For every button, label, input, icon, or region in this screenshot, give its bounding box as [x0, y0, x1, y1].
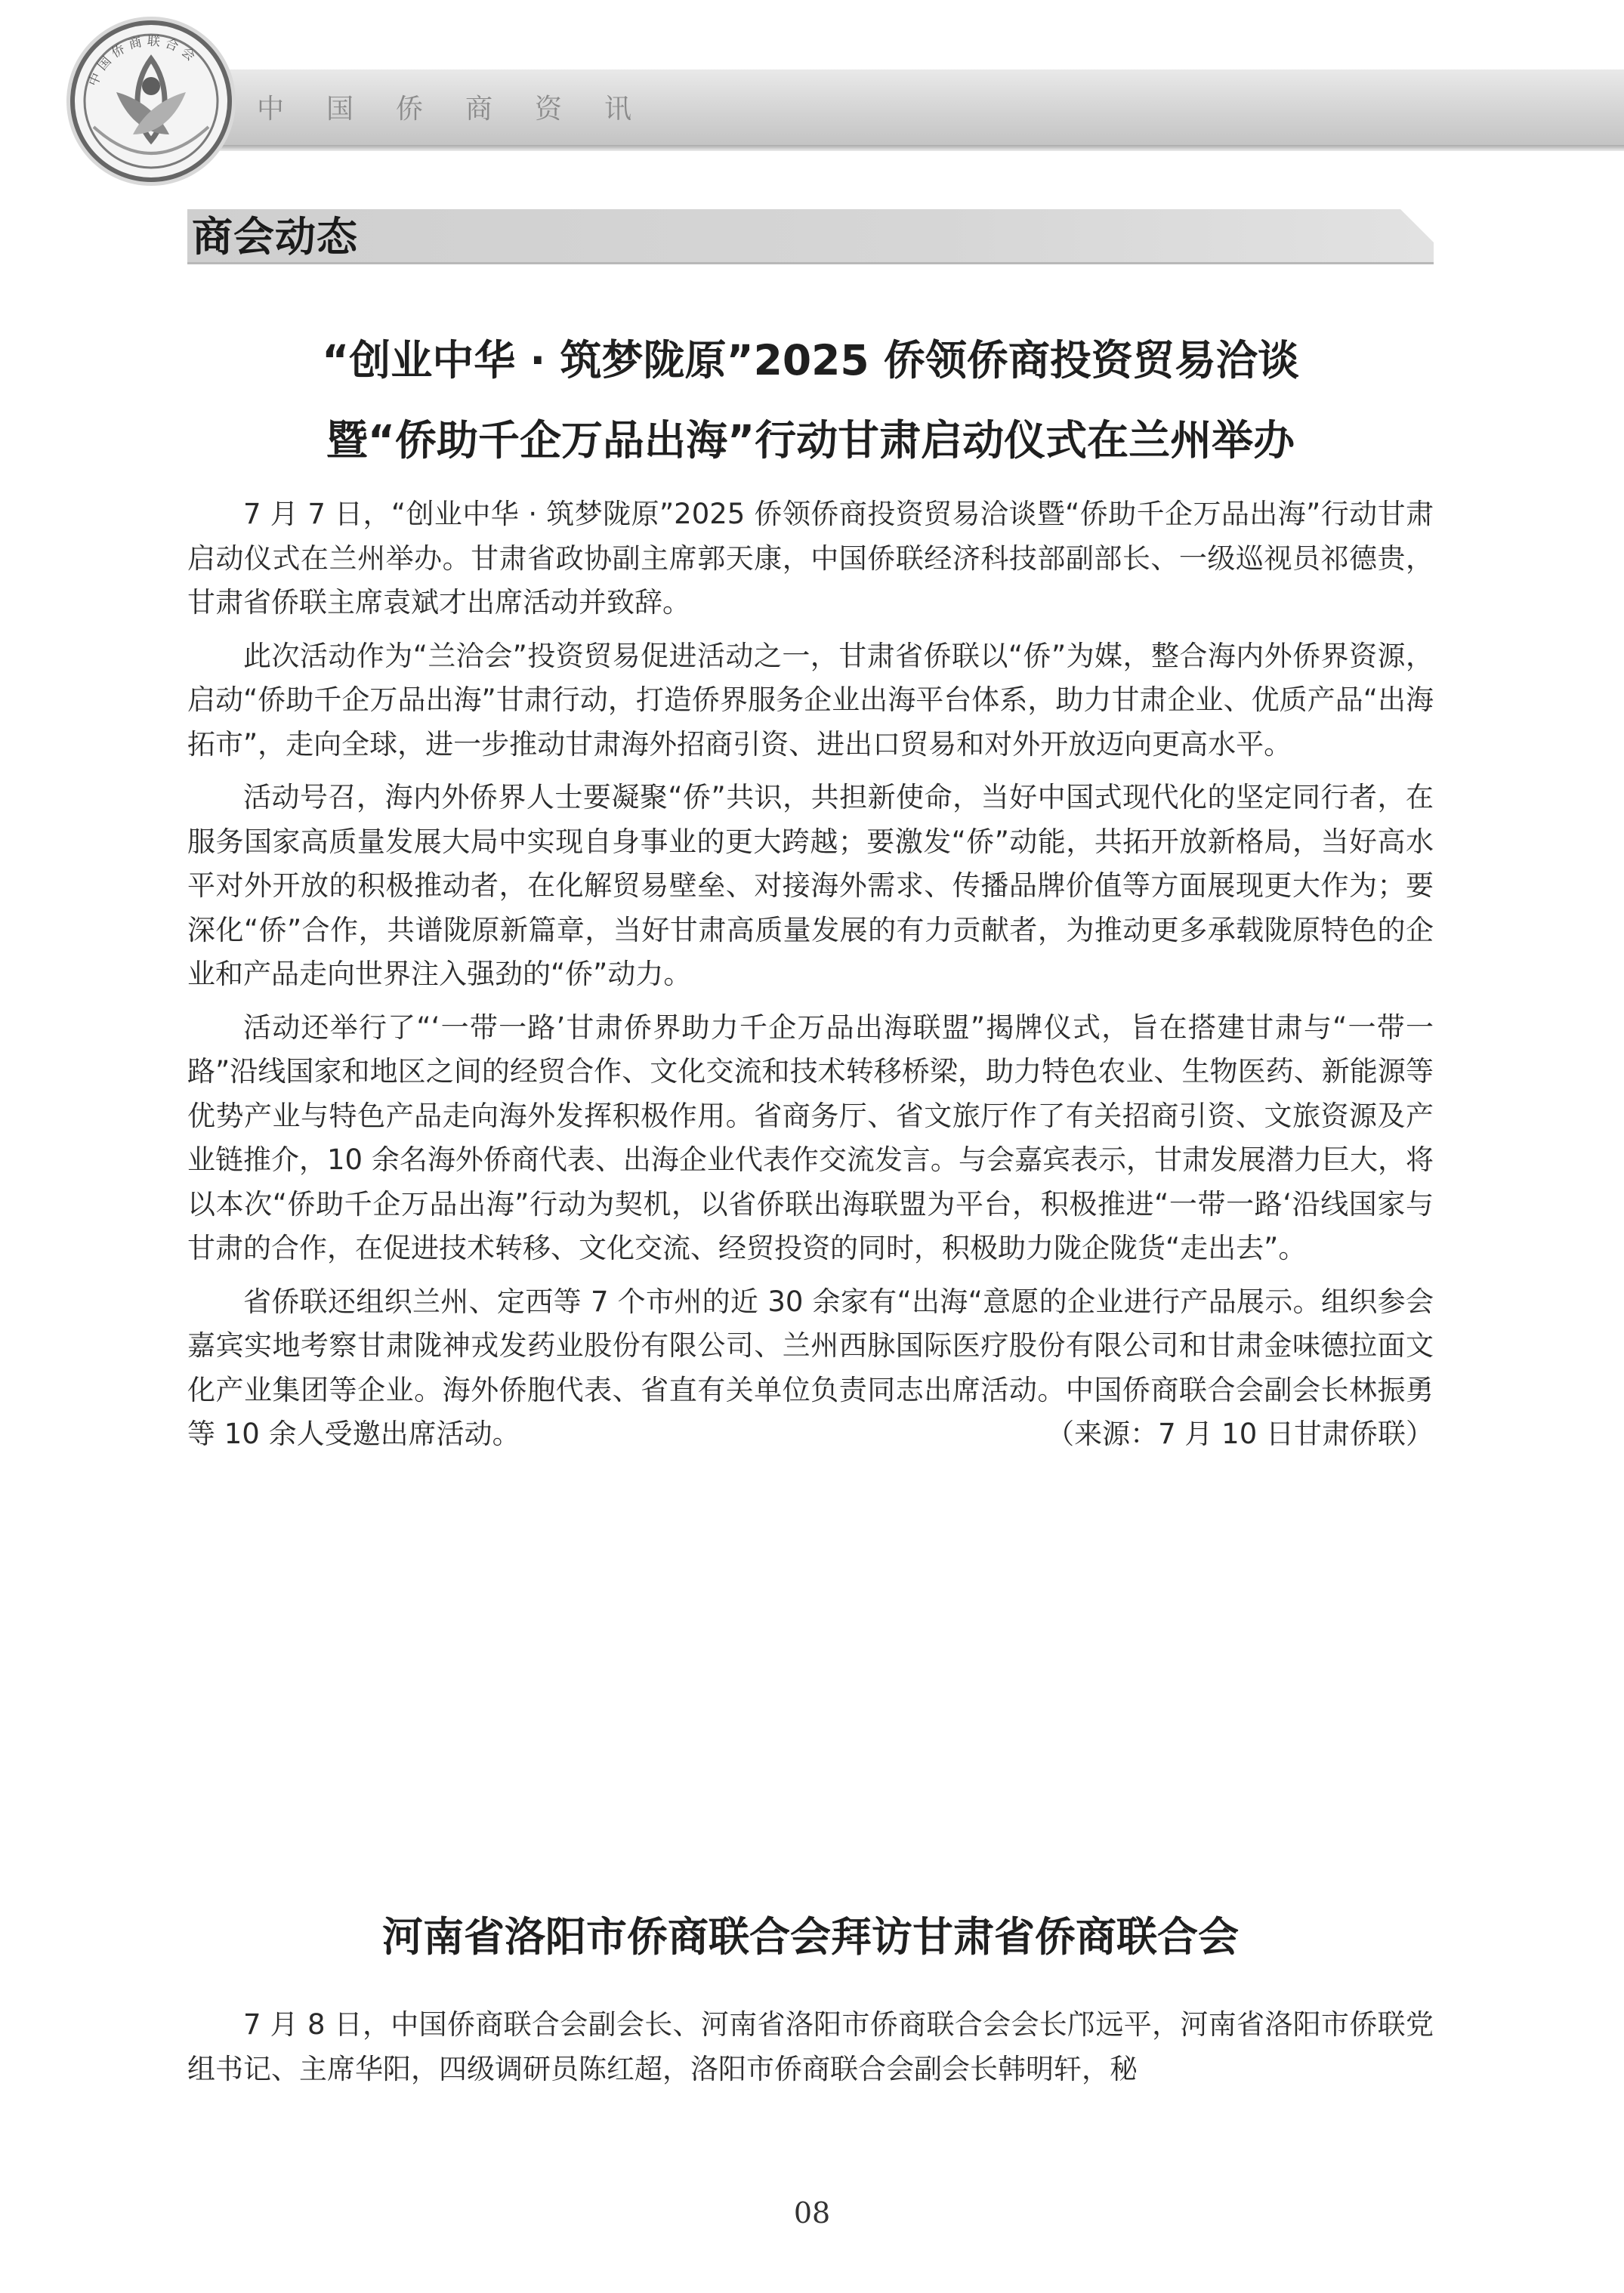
article1-paragraph-5 [187, 1280, 1434, 1457]
article2-body [187, 2003, 1434, 2100]
federation-logo [63, 14, 239, 189]
article1-paragraph-2: 此次活动作为“兰洽会”投资贸易促进活动之一，甘肃省侨联以“侨”为媒，整合海内外侨界资源，启动“侨助千企万品出海”甘肃行动，打造侨界服务企业出海平台体系，助力甘肃企业、优质产品“出海拓市”，走向全球，进一步推动甘肃海外招商引资、进出口贸易和对外开放迈向更高水平。 [187, 639, 1434, 761]
section-bar-underline [187, 262, 1434, 264]
article1-paragraph-1: 7 月 7 日，“创业中华 · 筑梦陇原”2025 侨领侨商投资贸易洽谈暨“侨助千企万品出海”行动甘肃启动仪式在兰州举办。甘肃省政协副主席郭天康，中国侨联经济科技部副部长、一级巡视员祁德贵，甘肃省侨联主席袁斌才出席活动并致辞。 [187, 498, 1434, 619]
header-title: 中国侨商资讯 [257, 94, 675, 125]
article2-headline: 河南省洛阳市侨商联合会拜访甘肃省侨商联合会 [382, 1913, 1239, 1961]
article1-headline-line1: “创业中华 · 筑梦陇原”2025 侨领侨商投资贸易洽谈 [322, 336, 1299, 384]
article1-source: （来源：7 月 10 日甘肃侨联） [1046, 1418, 1434, 1450]
article1-paragraph-3: 活动号召，海内外侨界人士要凝聚“侨”共识，共担新使命，当好中国式现代化的坚定同行者，在服务国家高质量发展大局中实现自身事业的更大跨越；要激发“侨”动能，共拓开放新格局，当好高水平对外开放的积极推动者，在化解贸易壁垒、对接海外需求、传播品牌价值等方面展现更大作为；要深化“侨”合作，共谱陇原新篇章，当好甘肃高质量发展的有力贡献者，为推动更多承载陇原特色的企业和产品走向世界注入强劲的“侨”动力。 [187, 781, 1434, 990]
logo-text: 中国侨商联合会 [85, 33, 202, 89]
article1-paragraph-5-text: 省侨联还组织兰州、定西等 7 个市州的近 30 余家有“出海“意愿的企业进行产品展示。组织参会嘉宾实地考察甘肃陇神戎发药业股份有限公司、兰州西脉国际医疗股份有限公司和甘肃金味德拉面文化产业集团等企业。海外侨胞代表、省直有关单位负责同志出席活动。中国侨商联合会副会长林振勇等 10 余人受邀出席活动。 [187, 1285, 1434, 1450]
section-bar [187, 209, 1434, 262]
article2-paragraph-1: 7 月 8 日，中国侨商联合会副会长、河南省洛阳市侨商联合会会长邝远平，河南省洛阳市侨联党组书记、主席华阳，四级调研员陈红超，洛阳市侨商联合会副会长韩明轩，秘 [187, 2008, 1434, 2085]
page-number: 08 [793, 2196, 831, 2230]
section-title: 商会动态 [192, 212, 358, 261]
article1-body [187, 492, 1434, 1466]
article1-headline-line2: 暨“侨助千企万品出海”行动甘肃启动仪式在兰州举办 [326, 416, 1295, 464]
article1-paragraph-4: 活动还举行了“‘一带一路’甘肃侨界助力千企万品出海联盟”揭牌仪式，旨在搭建甘肃与“一带一路”沿线国家和地区之间的经贸合作、文化交流和技术转移桥梁，助力特色农业、生物医药、新能源等优势产业与特色产品走向海外发挥积极作用。省商务厅、省文旅厅作了有关招商引资、文旅资源及产业链推介，10 余名海外侨商代表、出海企业代表作交流发言。与会嘉宾表示，甘肃发展潜力巨大，将以本次“侨助千企万品出海”行动为契机，以省侨联出海联盟为平台，积极推进“一带一路‘沿线国家与甘肃的合作，在促进技术转移、文化交流、经贸投资的同时，积极助力陇企陇货“走出去”。 [187, 1011, 1434, 1264]
header-band-shadow [196, 145, 1624, 151]
